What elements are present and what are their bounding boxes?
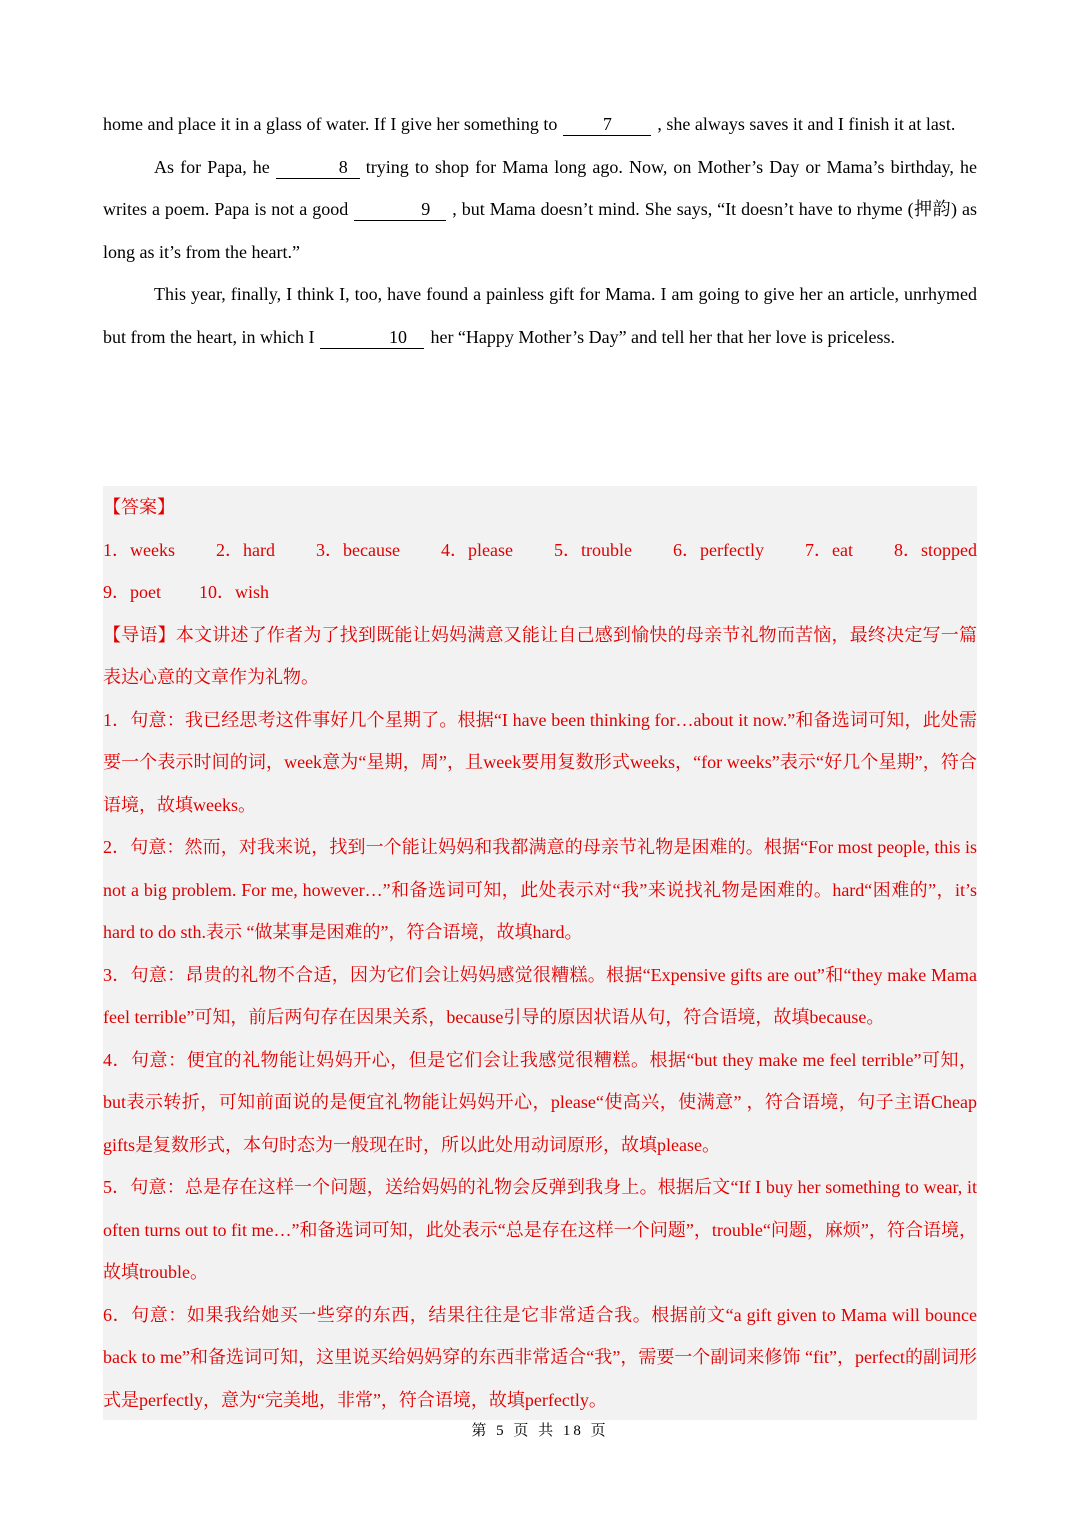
explanation-4: 4．句意：便宜的礼物能让妈妈开心，但是它们会让我感觉很糟糕。根据“but they make me feel terrible”可知，but表示转折，可知前面说的是便宜礼物能让妈妈开心，please“使高兴，使满意” ，符合语境，句子主语Cheap gifts是复数形式，本句时态为一般现在时，所以此处用动词原形，故填please。 xyxy=(103,1049,977,1155)
answer-key: 6．perfectly xyxy=(673,539,764,560)
passage-text: This year, finally, I think I, too, have found a painless gift for Mama. I am going to give her an article, unrhymed but from the heart, in which I xyxy=(103,284,977,347)
answer-key: 4．please xyxy=(440,539,513,560)
blank-10: 10 xyxy=(320,326,424,349)
passage xyxy=(103,103,977,358)
passage-text: , but Mama doesn’t mind. She says, “It doesn’t have to rhyme (押韵) as long as it’s from the heart.” xyxy=(103,199,977,262)
blank-7: 7 xyxy=(563,113,651,136)
passage-text: As for Papa, he xyxy=(154,156,270,177)
answer-key: 7．eat xyxy=(804,539,853,560)
answer-section xyxy=(103,486,977,1420)
answer-key: 9．poet xyxy=(103,582,161,602)
passage-paragraph-3 xyxy=(103,273,977,358)
passage-text: her “Happy Mother’s Day” and tell her that her love is priceless. xyxy=(430,326,895,347)
passage-text: trying to shop for Mama long ago. Now, on Mother’s Day or Mama’s birthday, he writes a poem. Papa is not a good xyxy=(103,156,977,219)
answer-keys-row-2 xyxy=(103,571,977,614)
passage-text: home and place it in a glass of water. If I give her something to xyxy=(103,114,558,134)
explanation-1: 1．句意：我已经思考这件事好几个星期了。根据“I have been thinking for…about it now.”和备选词可知，此处需要一个表示时间的词，week意为“星期，周”，且week要用复数形式weeks，“for weeks”表示“好几个星期”，符合语境，故填weeks。 xyxy=(103,709,977,815)
answer-key: 2．hard xyxy=(216,539,275,560)
passage-text: , she always saves it and I finish it at last. xyxy=(657,114,956,134)
answer-heading: 【答案】 xyxy=(103,497,175,517)
answer-key: 10．wish xyxy=(199,582,270,602)
answer-key: 1．weeks xyxy=(103,539,175,560)
passage-paragraph-2 xyxy=(103,146,977,274)
answer-keys-row-1 xyxy=(103,529,977,572)
blank-9: 9 xyxy=(354,198,446,221)
answer-key: 3．because xyxy=(316,539,400,560)
explanation-5: 5．句意：总是存在这样一个问题，送给妈妈的礼物会反弹到我身上。根据后文“If I buy her something to wear, it often turns out to fit me…”和备选词可知，此处表示“总是存在这样一个问题”，trouble“问题，麻烦”，符合语境，故填trouble。 xyxy=(103,1177,977,1282)
passage-paragraph-1 xyxy=(103,103,977,146)
answer-intro: 【导语】本文讲述了作者为了找到既能让妈妈满意又能让自己感到愉快的母亲节礼物而苦恼，最终决定写一篇表达心意的文章作为礼物。 xyxy=(103,624,977,687)
explanation-2: 2．句意：然而，对我来说，找到一个能让妈妈和我都满意的母亲节礼物是困难的。根据“For most people, this is not a big problem. For me, however…”和备选词可知，此处表示对“我”来说找礼物是困难的。hard“困难的”，it’s hard to do sth.表示 “做某事是困难的”，符合语境，故填hard。 xyxy=(103,837,977,942)
page-number-footer: 第 5 页 共 18 页 xyxy=(471,1423,609,1439)
blank-8: 8 xyxy=(276,156,360,179)
explanation-6: 6．句意：如果我给她买一些穿的东西，结果往往是它非常适合我。根据前文“a gift given to Mama will bounce back to me”和备选词可知，这里说买给妈妈穿的东西非常适合“我”，需要一个副词来修饰 “fit”，perfect的副词形式是perfectly，意为“完美地，非常”，符合语境，故填perfectly。 xyxy=(103,1304,977,1410)
answer-key: 5．trouble xyxy=(553,539,632,560)
explanation-3: 3．句意：昂贵的礼物不合适，因为它们会让妈妈感觉很糟糕。根据“Expensive gifts are out”和“they make Mama feel terrible”可知，前后两句存在因果关系，because引导的原因状语从句，符合语境，故填because。 xyxy=(103,964,977,1027)
answer-key: 8．stopped xyxy=(893,539,977,560)
